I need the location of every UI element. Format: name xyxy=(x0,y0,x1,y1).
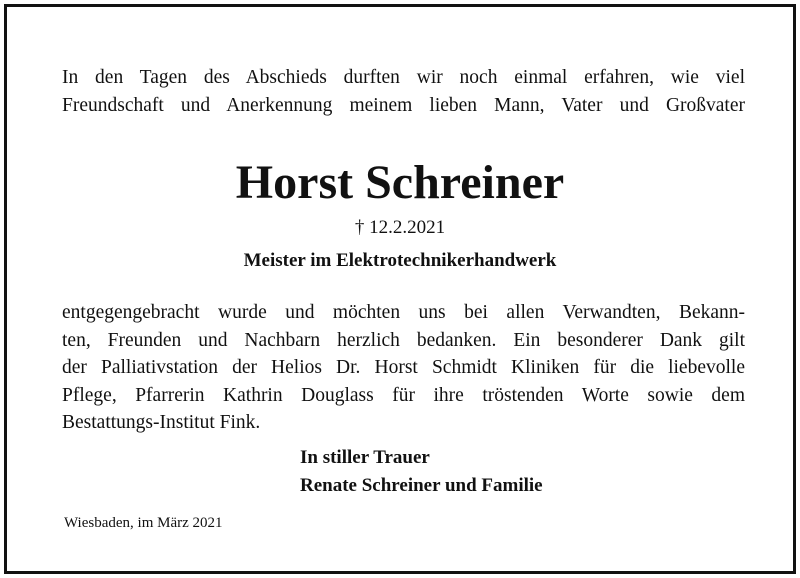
obituary-notice-frame xyxy=(4,4,796,574)
signoff-line: In stiller Trauer xyxy=(300,447,430,468)
thanks-line: der Palliativstation der Helios Dr. Horst Schmidt Kliniken für die liebevolle xyxy=(62,357,745,378)
death-date: † 12.2.2021 xyxy=(354,217,446,238)
thanks-line: Pflege, Pfarrerin Kathrin Douglass für ihre tröstenden Worte sowie dem xyxy=(62,384,745,406)
intro-line: Freundschaft und Anerkennung meinem lieben Mann, Vater und Großvater xyxy=(62,95,745,116)
intro-line: In den Tagen des Abschieds durften wir noch einmal erfahren, wie viel xyxy=(62,67,745,88)
occupation-title: Meister im Elektrotechnikerhandwerk xyxy=(243,250,557,271)
signoff xyxy=(300,444,543,500)
place-date: Wiesbaden, im März 2021 xyxy=(64,515,223,531)
deceased-name: Horst Schreiner xyxy=(235,156,565,209)
signoff-line: Renate Schreiner und Familie xyxy=(300,475,543,496)
thanks-line: Bestattungs-Institut Fink. xyxy=(62,412,261,433)
thanks-line: entgegengebracht wurde und möchten uns bei allen Verwandten, Bekann- xyxy=(62,302,745,323)
intro-text xyxy=(62,64,745,120)
thanks-line: ten, Freunden und Nachbarn herzlich bedanken. Ein besonderer Dank gilt xyxy=(62,329,745,351)
thanks-text xyxy=(62,299,745,437)
